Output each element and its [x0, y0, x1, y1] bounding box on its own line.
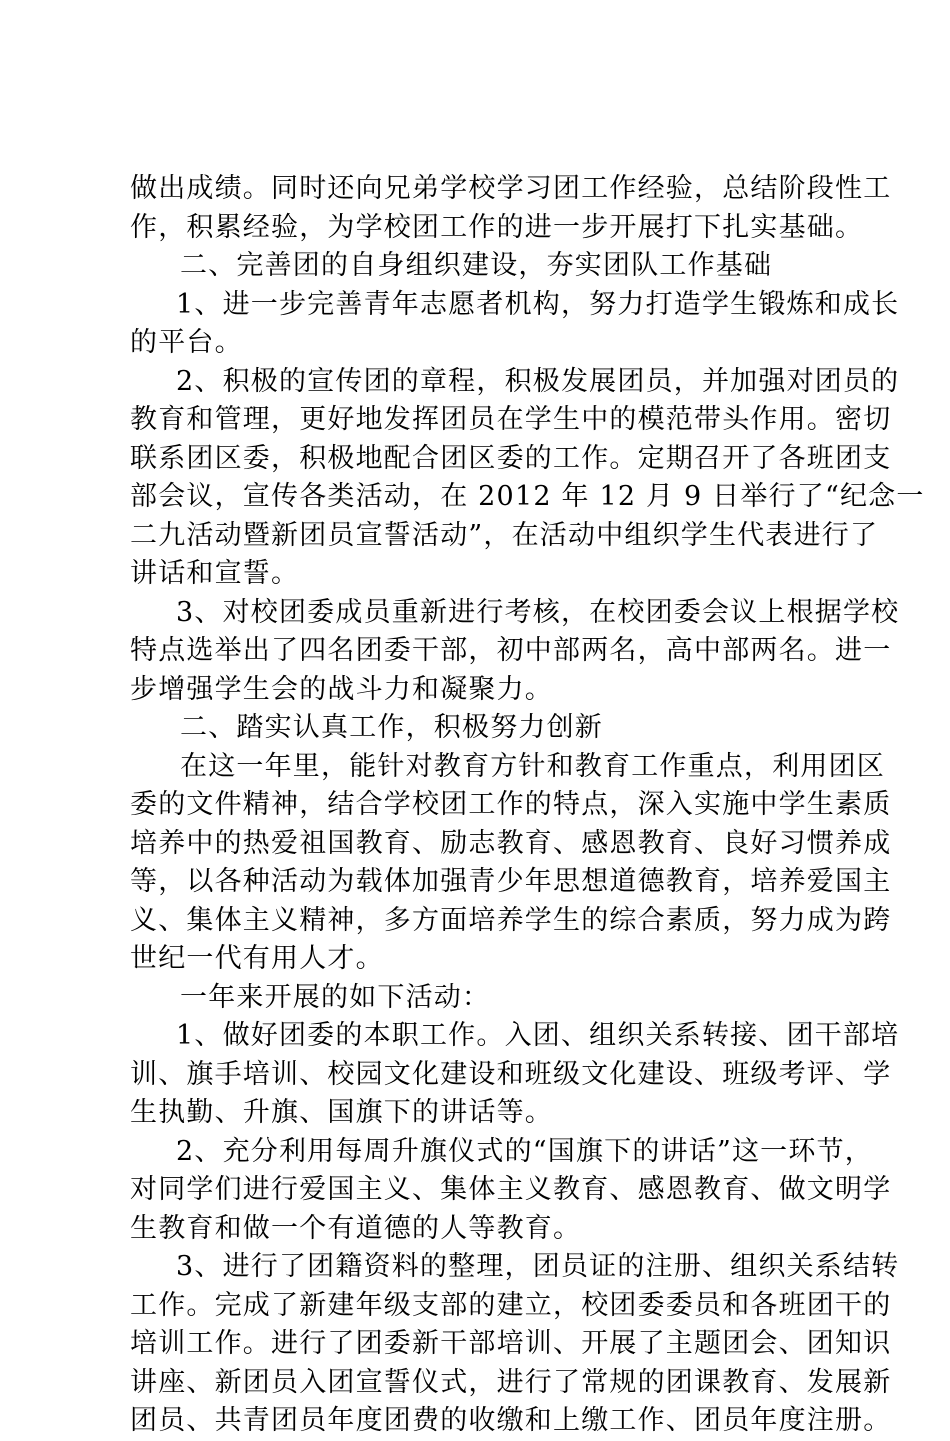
text-line: 委的文件精神，结合学校团工作的特点，深入实施中学生素质: [130, 789, 892, 820]
text-line: 等，以各种活动为载体加强青少年思想道德教育，培养爱国主: [130, 866, 892, 897]
text-line: 团员、共青团员年度团费的收缴和上缴工作、团员年度注册。: [130, 1405, 892, 1436]
text-line: 特点选举出了四名团委干部，初中部两名，高中部两名。进一: [130, 635, 892, 666]
text-line: 部会议，宣传各类活动，在 2012 年 12 月 9 日举行了“纪念一: [130, 481, 925, 512]
text-line: 在这一年里，能针对教育方针和教育工作重点，利用团区: [180, 750, 885, 782]
text-line: 2、充分利用每周升旗仪式的“国旗下的讲话”这一环节，: [176, 1135, 873, 1167]
text-line: 训、旗手培训、校园文化建设和班级文化建设、班级考评、学: [130, 1058, 892, 1090]
text-line: 对同学们进行爱国主义、集体主义教育、感恩教育、做文明学: [130, 1174, 892, 1205]
text-line: 生教育和做一个有道德的人等教育。: [130, 1212, 582, 1244]
text-line: 工作。完成了新建年级支部的建立，校团委委员和各班团干的: [130, 1289, 892, 1321]
text-line: 联系团区委，积极地配合团区委的工作。定期召开了各班团支: [130, 442, 892, 474]
text-line: 义、集体主义精神，多方面培养学生的综合素质，努力成为跨: [130, 904, 892, 936]
text-line: 教育和管理，更好地发挥团员在学生中的模范带头作用。密切: [130, 404, 892, 435]
text-line: 世纪一代有用人才。: [130, 943, 384, 974]
text-line: 培养中的热爱祖国教育、励志教育、感恩教育、良好习惯养成: [130, 827, 892, 859]
text-line: 一年来开展的如下活动：: [180, 981, 491, 1013]
text-line: 3、进行了团籍资料的整理，团员证的注册、组织关系结转: [176, 1251, 900, 1282]
text-line: 的平台。: [130, 327, 243, 358]
text-line: 讲座、新团员入团宣誓仪式，进行了常规的团课教育、发展新: [130, 1366, 892, 1398]
text-line: 步增强学生会的战斗力和凝聚力。: [130, 673, 553, 705]
text-line: 3、对校团委成员重新进行考核，在校团委会议上根据学校: [176, 596, 900, 628]
text-line: 二九活动暨新团员宣誓活动”，在活动中组织学生代表进行了: [130, 519, 879, 551]
text-line: 培训工作。进行了团委新干部培训、开展了主题团会、团知识: [130, 1328, 892, 1359]
document-body-text: [130, 170, 925, 1441]
text-line: 2、积极的宣传团的章程，积极发展团员，并加强对团员的: [176, 365, 900, 397]
text-line: 1、进一步完善青年志愿者机构，努力打造学生锻炼和成长: [176, 288, 900, 320]
text-line: 1、做好团委的本职工作。入团、组织关系转接、团干部培: [176, 1020, 900, 1051]
text-line: 作，积累经验，为学校团工作的进一步开展打下扎实基础。: [130, 211, 864, 243]
text-line: 生执勤、升旗、国旗下的讲话等。: [130, 1097, 553, 1128]
text-line: 二、完善团的自身组织建设，夯实团队工作基础: [180, 250, 773, 281]
text-line: 做出成绩。同时还向兄弟学校学习团工作经验，总结阶段性工: [130, 173, 892, 204]
text-line: 二、踏实认真工作，积极努力创新: [180, 712, 603, 743]
text-line: 讲话和宣誓。: [130, 558, 300, 589]
